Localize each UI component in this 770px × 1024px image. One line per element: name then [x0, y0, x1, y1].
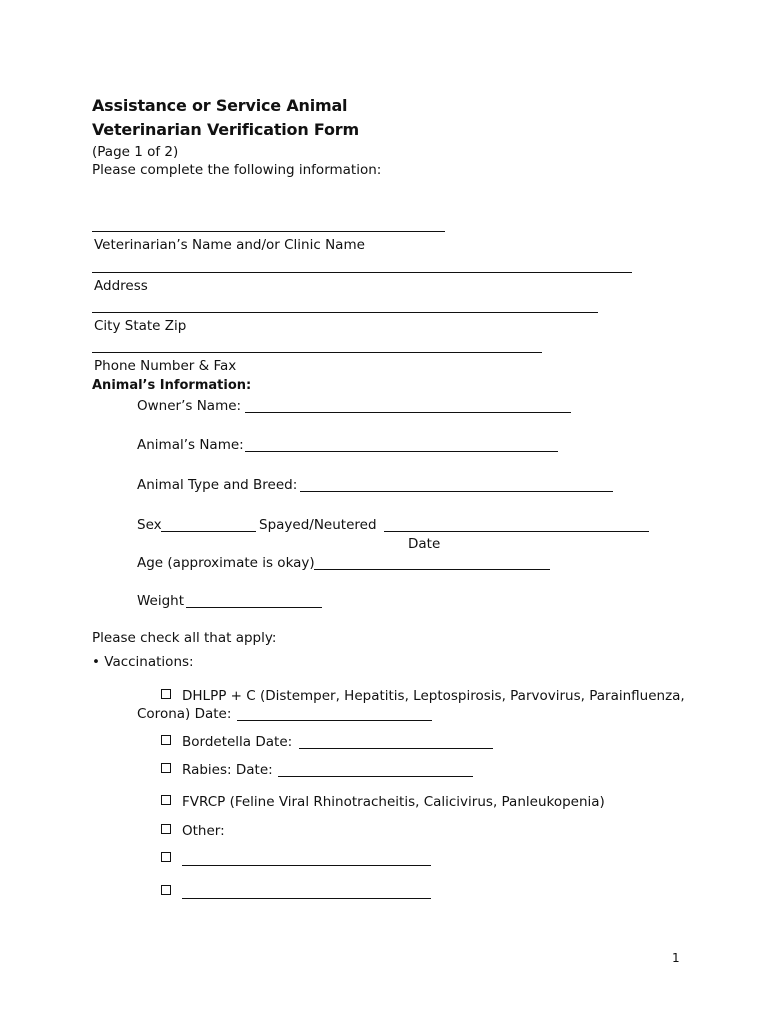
page-note: (Page 1 of 2) [92, 144, 179, 160]
page-number: 1 [672, 951, 680, 965]
animal-info-heading: Animal’s Information: [92, 378, 252, 393]
form-title-line1: Assistance or Service Animal [92, 96, 348, 115]
other-entry-2-checkbox[interactable] [161, 885, 171, 895]
bordetella-label: Bordetella Date: [182, 734, 293, 750]
phone-fax-field[interactable] [92, 352, 542, 353]
address-field[interactable] [92, 272, 632, 273]
owner-name-label: Owner’s Name: [137, 398, 242, 414]
other-entry-1-checkbox[interactable] [161, 852, 171, 862]
phone-fax-label: Phone Number & Fax [94, 358, 237, 374]
sex-label: Sex [137, 517, 162, 533]
vaccinations-label: • Vaccinations: [92, 654, 194, 670]
dhlpp-label: DHLPP + C (Distemper, Hepatitis, Leptospirosis, Parvovirus, Parainfluenza, [182, 688, 685, 704]
rabies-checkbox[interactable] [161, 763, 171, 773]
other-label: Other: [182, 823, 225, 839]
vet-name-field[interactable] [92, 231, 445, 232]
other-entry-1-field[interactable] [182, 865, 431, 866]
weight-label: Weight [137, 593, 185, 609]
spayed-neutered-label: Spayed/Neutered [259, 517, 377, 533]
age-field[interactable] [314, 569, 550, 570]
dhlpp-date-label: Corona) Date: [137, 706, 232, 722]
animal-name-field[interactable] [245, 451, 558, 452]
other-entry-2-field[interactable] [182, 898, 431, 899]
animal-type-breed-field[interactable] [300, 491, 613, 492]
fvrcp-checkbox[interactable] [161, 795, 171, 805]
dhlpp-checkbox[interactable] [161, 689, 171, 699]
address-label: Address [94, 278, 148, 294]
spayed-neutered-date-field[interactable] [384, 531, 649, 532]
rabies-date-field[interactable] [278, 776, 473, 777]
sex-field[interactable] [161, 531, 256, 532]
check-instruction: Please check all that apply: [92, 630, 277, 646]
owner-name-field[interactable] [245, 412, 571, 413]
bordetella-date-field[interactable] [299, 748, 493, 749]
bordetella-checkbox[interactable] [161, 735, 171, 745]
dhlpp-date-field[interactable] [237, 720, 432, 721]
vet-name-label: Veterinarian’s Name and/or Clinic Name [94, 237, 365, 253]
form-title-line2: Veterinarian Verification Form [92, 120, 359, 139]
city-state-zip-label: City State Zip [94, 318, 187, 334]
instruction-text: Please complete the following information: [92, 162, 382, 178]
weight-field[interactable] [186, 607, 322, 608]
spayed-date-label: Date [408, 536, 441, 552]
rabies-label: Rabies: Date: [182, 762, 273, 778]
animal-name-label: Animal’s Name: [137, 437, 244, 453]
fvrcp-label: FVRCP (Feline Viral Rhinotracheitis, Calicivirus, Panleukopenia) [182, 794, 605, 810]
city-state-zip-field[interactable] [92, 312, 598, 313]
other-checkbox[interactable] [161, 824, 171, 834]
age-label: Age (approximate is okay) [137, 555, 315, 571]
animal-type-breed-label: Animal Type and Breed: [137, 477, 298, 493]
